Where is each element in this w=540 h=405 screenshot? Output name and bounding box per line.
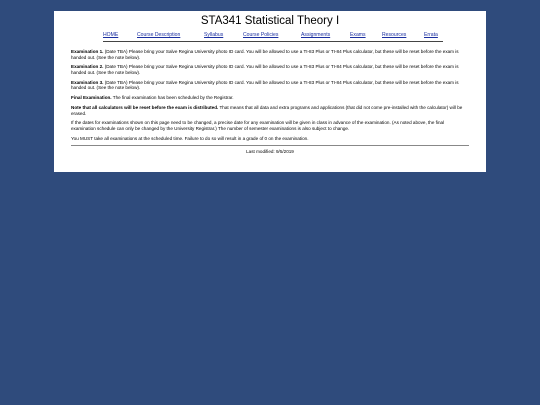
calculator-note-label: Note that all calculators will be reset before the exam is distributed. (71, 104, 219, 110)
nav-divider (103, 41, 443, 42)
nav-bar (103, 31, 443, 41)
nav-link-course-description[interactable]: Course Description (137, 32, 181, 38)
exam3-label: Examination 3. (71, 79, 104, 85)
nav-link-course-policies[interactable]: Course Policies (243, 32, 279, 38)
nav-link-home[interactable]: HOME (103, 32, 119, 38)
footer-divider (71, 145, 469, 146)
final-exam-label: Final Examination. (71, 95, 112, 101)
nav-link-syllabus[interactable]: Syllabus (204, 32, 224, 38)
page-title: STA341 Statistical Theory I (200, 15, 340, 27)
final-exam-paragraph (71, 95, 469, 101)
nav-link-exams[interactable]: Exams (350, 32, 366, 38)
final-exam-text: The final examination has been scheduled by the Registrar. (111, 95, 234, 101)
nav-link-resources[interactable]: Resources (382, 32, 407, 38)
calculator-note-text: That means that all data and extra programs and applications (that did not come pre-installed with the calculator) will be erased. (71, 104, 463, 116)
exam2-text: (Date TBA) Please bring your Salve Regina University photo ID card. You will be allowed to use a TI-83 Plus or TI-84 Plus calculator, but these will be reset before the exam is handed out. (See the note below). (71, 64, 459, 75)
nav-link-assignments[interactable]: Assignments (301, 32, 331, 38)
nav-link-errata[interactable]: Errata (424, 32, 438, 38)
exam1-text: (Date TBA) Please bring your Salve Regina University photo ID card. You will be allowed to use a TI-83 Plus or TI-84 Plus calculator, but these will be reset before the exam is handed out. (See the note below). (71, 49, 459, 60)
exam3-paragraph (71, 80, 469, 91)
calculator-note-paragraph (71, 105, 469, 116)
exam1-label: Examination 1. (71, 49, 104, 54)
exam2-paragraph (71, 64, 469, 75)
exam1-paragraph (71, 49, 469, 60)
exam2-label: Examination 2. (71, 64, 104, 70)
page-container (54, 11, 486, 172)
last-modified: Last modified: 9/5/2019 (246, 149, 294, 155)
attendance-paragraph: You MUST take all examinations at the scheduled time. Failure to do so will result in a grade of 0 on the examination. (71, 135, 309, 141)
exam3-text: (Date TBA) Please bring your Salve Regina University photo ID card. You will be allowed to use a TI-83 Plus or TI-84 Plus calculator, but these will be reset before the exam is handed out. (See the note below). (71, 79, 459, 91)
date-change-paragraph: If the dates for examinations shown on this page need to be changed, a precise date for any examination will be given in class in advance of the examination. (As noted above, the final examination schedule can only be changed by the University Registrar.) The number of semester examinations is also subject to change. (71, 120, 445, 131)
